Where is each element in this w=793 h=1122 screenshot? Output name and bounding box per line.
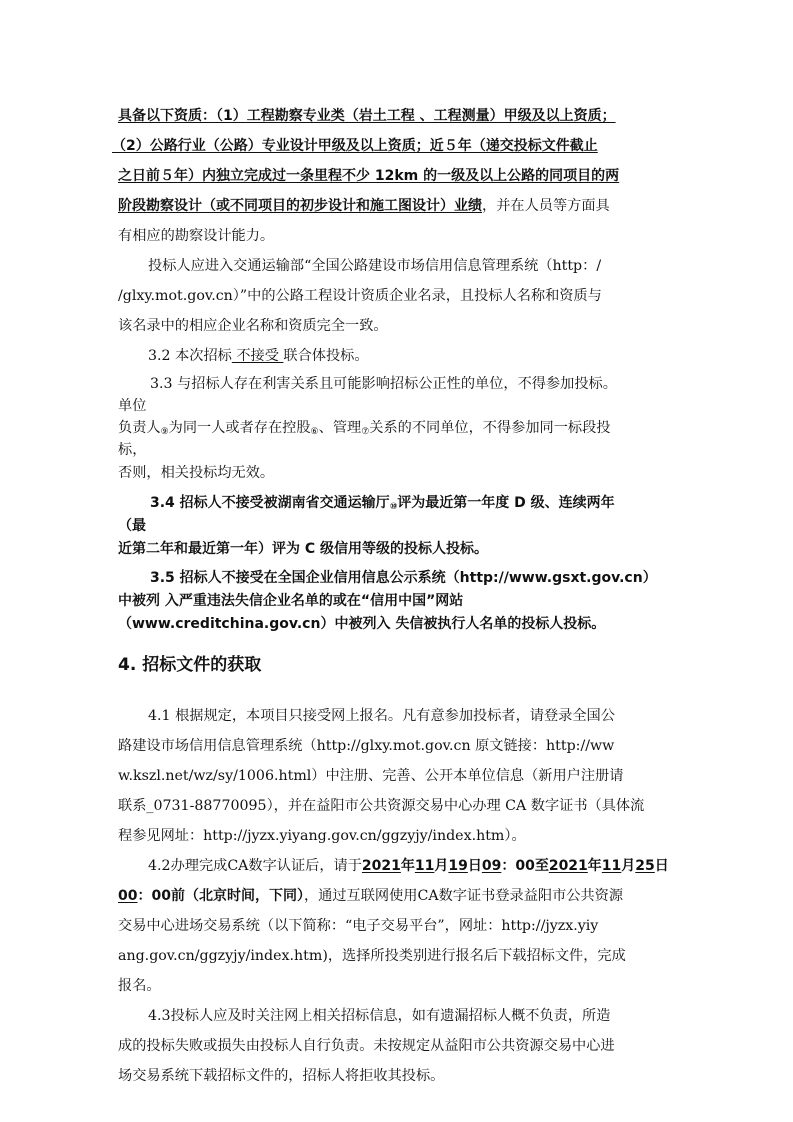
section-4-1-line-1: 4.1 根据规定，本项目只接受网上报名。凡有意参加投标者，请登录全国公 xyxy=(148,708,615,724)
section-3-3-text-d: 关系的不同单位，不得参加同一标段投 xyxy=(369,420,611,436)
section-4-2-line-5: 报名。 xyxy=(118,978,161,994)
footnote-marker: ⑥ xyxy=(310,427,319,437)
year-char: 年 xyxy=(587,858,602,874)
end-day: 25 xyxy=(635,858,655,874)
year-char: 年 xyxy=(400,858,415,874)
day-char: 日 xyxy=(654,858,669,874)
qualification-line-4-rest: ，并在人员等方面具 xyxy=(482,198,610,214)
section-3-3-text-a: 负责人 xyxy=(118,420,161,436)
section-3-2 xyxy=(148,346,369,366)
start-hour: 09 xyxy=(481,858,502,874)
footnote-marker: ⑩ xyxy=(389,502,398,512)
section-4-2-line-1 xyxy=(148,856,669,876)
start-time-suffix: ：00至 xyxy=(501,858,549,874)
section-4-3-line-3: 场交易系统下载招标文件的，招标人将拒收其投标。 xyxy=(118,1068,445,1084)
section-3-3-text-c: 、管理 xyxy=(318,420,362,436)
qualification-line-2: （2）公路行业（公路）专业设计甲级及以上资质；近５年（递交投标文件截止 xyxy=(112,138,598,154)
end-month: 11 xyxy=(601,858,622,874)
end-hour: 00 xyxy=(118,888,138,904)
section-3-2-value: 不接受 xyxy=(231,348,284,364)
section-4-1-line-5: 程参见网址：http://jyzx.yiyang.gov.cn/ggzyjy/index.htm）。 xyxy=(118,828,526,844)
section-4-1-line-2: 路建设市场信用信息管理系统（http://glxy.mot.gov.cn 原文链接：http://ww xyxy=(118,738,615,754)
section-4-2-line-3: 交易中心进场交易系统（以下简称：“电子交易平台”，网址：http://jyzx.yiy xyxy=(118,918,599,934)
section-3-3-line-3 xyxy=(118,418,610,442)
start-day: 19 xyxy=(448,858,468,874)
section-4-1-line-4: 联系_0731-88770095），并在益阳市公共资源交易中心办理 CA 数字证书（具体流 xyxy=(118,798,645,814)
qualification-line-4-bold: 阶段勘察设计（或不同项目的初步设计和施工图设计）业绩 xyxy=(118,198,482,214)
section-3-5-line-3: （www.creditchina.gov.cn）中被列入 失信被执行人名单的投标人投标。 xyxy=(118,616,606,632)
start-month: 11 xyxy=(414,858,435,874)
section-3-3-line-1: 3.3 与招标人存在利害关系且可能影响招标公正性的单位，不得参加投标。 xyxy=(150,376,617,392)
month-char: 月 xyxy=(434,858,449,874)
qualification-line-1: 具备以下资质：（1）工程勘察专业类（岩土工程 、工程测量）甲级及以上资质； xyxy=(118,108,616,124)
section-3-5-line-2: 中被列 入严重违法失信企业名单的或在“信用中国”网站 xyxy=(118,593,464,609)
month-char: 月 xyxy=(621,858,636,874)
qualification-line-4 xyxy=(118,196,610,216)
section-3-2-suffix: 联合体投标。 xyxy=(283,348,369,364)
section-3-3-line-4: 标， xyxy=(118,442,147,458)
section-3-2-prefix: 3.2 本次招标 xyxy=(148,348,232,364)
section-4-2-rest: ，通过互联网使用CA数字证书登录益阳市公共资源 xyxy=(303,888,624,904)
section-4-3-line-2: 成的投标失败或损失由投标人自行负责。未按规定从益阳市公共资源交易中心进 xyxy=(118,1038,615,1054)
section-3-4-text-a: 3.4 招标人不接受被湖南省交通运输厅 xyxy=(150,495,390,511)
section-3-5-line-1: 3.5 招标人不接受在全国企业信用信息公示系统（http://www.gsxt.gov.cn） xyxy=(150,570,657,586)
qualification-line-5: 有相应的勘察设计能力。 xyxy=(118,228,275,244)
section-3-4-line-1 xyxy=(150,493,615,517)
registry-line-1: 投标人应进入交通运输部“全国公路建设市场信用信息管理系统（http：/ xyxy=(148,258,602,274)
section-4-2-line-2 xyxy=(118,886,623,906)
footnote-marker: ⑨ xyxy=(160,427,169,437)
registry-line-2: /glxy.mot.gov.cn）”中的公路工程设计资质企业名录，且投标人名称和资质与 xyxy=(118,288,602,304)
start-year: 2021 xyxy=(361,858,401,874)
section-3-3-line-2: 单位 xyxy=(118,398,147,414)
registry-line-3: 该名录中的相应企业名称和资质完全一致。 xyxy=(118,318,388,334)
qualification-line-3: 之日前５年）内独立完成过一条里程不少 12km 的一级及以上公路的同项目的两 xyxy=(118,168,620,184)
section-3-4-line-2: （最 xyxy=(118,518,146,534)
end-time-note: ：00前（北京时间，下同） xyxy=(137,888,304,904)
section-3-4-line-3: 近第二年和最近第一年）评为 C 级信用等级的投标人投标。 xyxy=(118,541,489,557)
section-3-4-text-b: 评为最近第一年度 D 级、连续两年 xyxy=(397,495,615,511)
section-4-2-intro: 4.2办理完成CA数字认证后，请于 xyxy=(148,858,362,874)
section-4-heading: 4. 招标文件的获取 xyxy=(118,655,262,675)
section-4-1-line-3: w.kszl.net/wz/sy/1006.html）中注册、完善、公开本单位信息（新用户注册请 xyxy=(118,768,624,784)
section-3-3-text-b: 为同一人或者存在控股 xyxy=(168,420,311,436)
section-4-3-line-1: 4.3投标人应及时关注网上相关招标信息，如有遗漏招标人概不负责，所造 xyxy=(148,1008,611,1024)
footnote-marker: ⑦ xyxy=(361,427,370,437)
end-year: 2021 xyxy=(548,858,588,874)
section-4-2-line-4: ang.gov.cn/ggzyjy/index.htm)，选择所投类别进行报名后下载招标文件，完成 xyxy=(118,948,626,964)
section-3-3-line-5: 否则，相关投标均无效。 xyxy=(118,465,275,481)
day-char: 日 xyxy=(467,858,482,874)
